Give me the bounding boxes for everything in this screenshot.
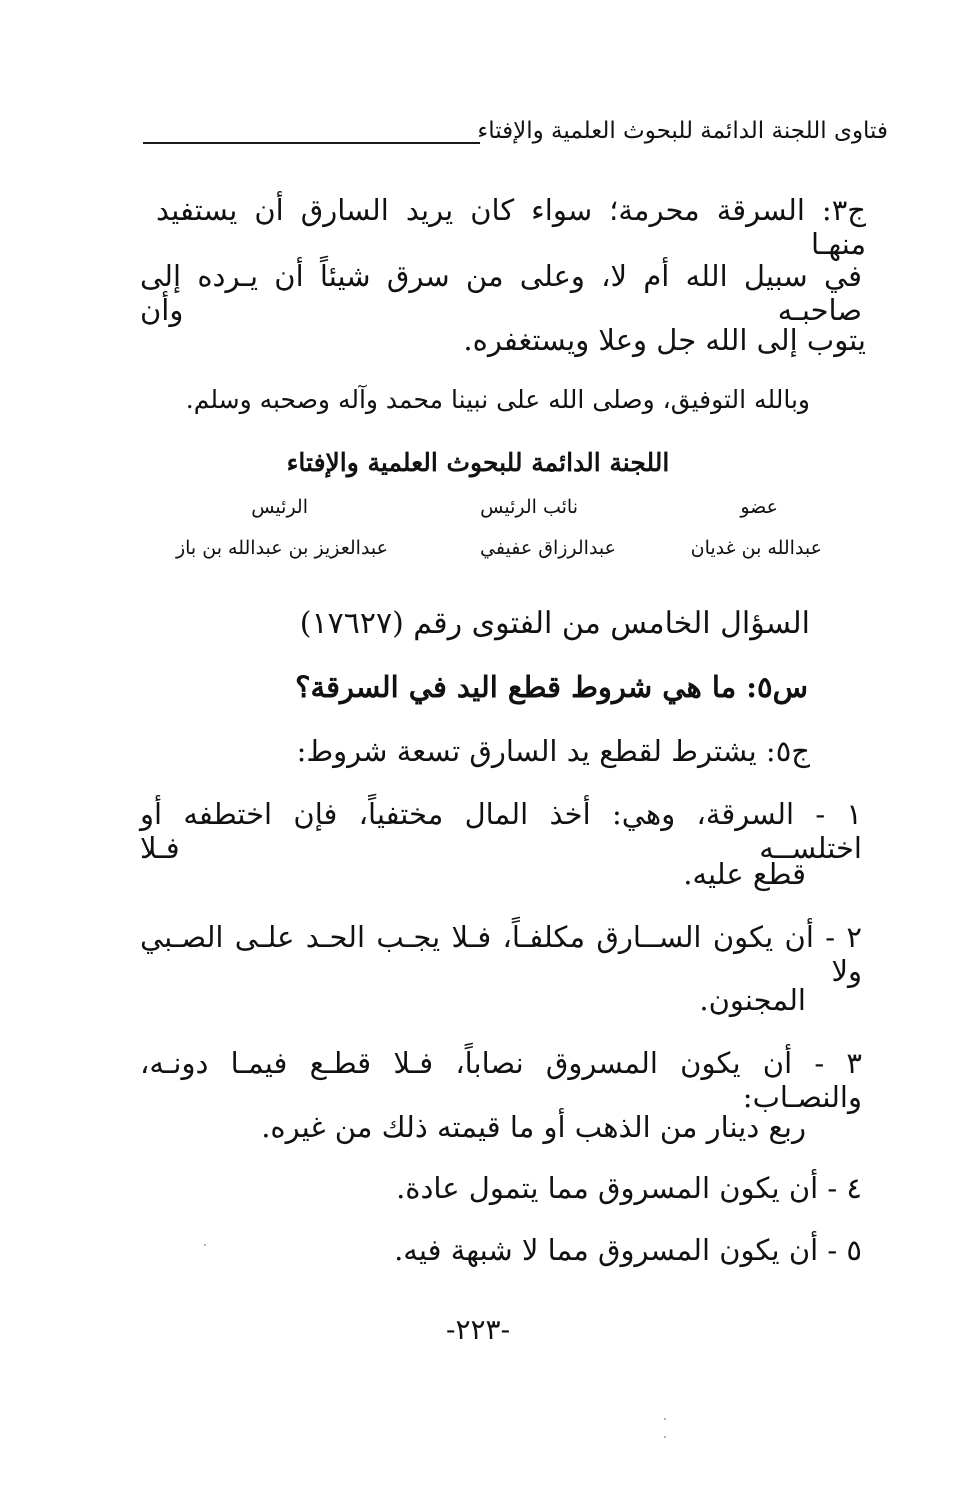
condition-2-line-1: ٢ - أن يكون الســارق مكلفـاً، فـلا يجـب الحـد علـى الصـبي ولا <box>140 920 862 988</box>
header-rule <box>143 142 480 144</box>
condition-2-line-2: المجنون. <box>699 983 806 1017</box>
condition-3-line-2: ربع دينار من الذهب أو ما قيمته ذلك من غيره. <box>261 1110 806 1144</box>
committee-name: اللجنة الدائمة للبحوث العلمية والإفتاء <box>286 448 670 477</box>
condition-4: ٤ - أن يكون المسروق مما يتمول عادة. <box>396 1171 862 1205</box>
condition-3-line-1: ٣ - أن يكون المسروق نصاباً، فـلا قطـع فيمـا دونـه، والنصـاب: <box>140 1046 862 1114</box>
signatory-name-vice-president: عبدالرزاق عفيفي <box>480 537 616 559</box>
answer-3-line-3: يتوب إلى الله جل وعلا ويستغفره. <box>463 323 866 357</box>
condition-1-line-2: قطع عليه. <box>683 857 806 891</box>
condition-5: ٥ - أن يكون المسروق مما لا شبهة فيه. <box>394 1233 862 1267</box>
page-number: -٢٢٣- <box>445 1313 511 1346</box>
signatory-name-member: عبدالله بن غديان <box>690 537 822 559</box>
answer-5-intro: ج٥: يشترط لقطع يد السارق تسعة شروط: <box>296 734 810 768</box>
closing-formula: وبالله التوفيق، وصلى الله على نبينا محمد وآله وصحبه وسلم. <box>185 385 810 414</box>
scan-speck <box>664 1418 666 1420</box>
answer-3-line-2: في سبيل الله أم لا، وعلى من سرق شيئاً أن يـرده إلى صاحبـه وأن <box>140 259 862 327</box>
running-header-title: فتاوى اللجنة الدائمة للبحوث العلمية والإفتاء <box>477 118 888 144</box>
scan-speck <box>664 1436 666 1438</box>
answer-3-line-1: ج٣: السرقة محرمة؛ سواء كان يريد السارق أن يستفيد منهـا <box>156 193 866 261</box>
scan-speck <box>204 1244 206 1246</box>
condition-1-line-1: ١ - السرقة، وهي: أخذ المال مختفياً، فإن اختطفه أو اختلســه فـلا <box>140 797 862 865</box>
fatwa-question-intro: السؤال الخامس من الفتوى رقم (١٧٦٢٧) <box>299 606 810 641</box>
signatory-role-member: عضو <box>740 496 778 518</box>
question-5: س٥: ما هي شروط قطع اليد في السرقة؟ <box>295 670 808 704</box>
signatory-role-vice-president: نائب الرئيس <box>480 496 578 518</box>
signatory-role-president: الرئيس <box>251 496 308 518</box>
signatory-name-president: عبدالعزيز بن عبدالله بن باز <box>175 537 388 559</box>
